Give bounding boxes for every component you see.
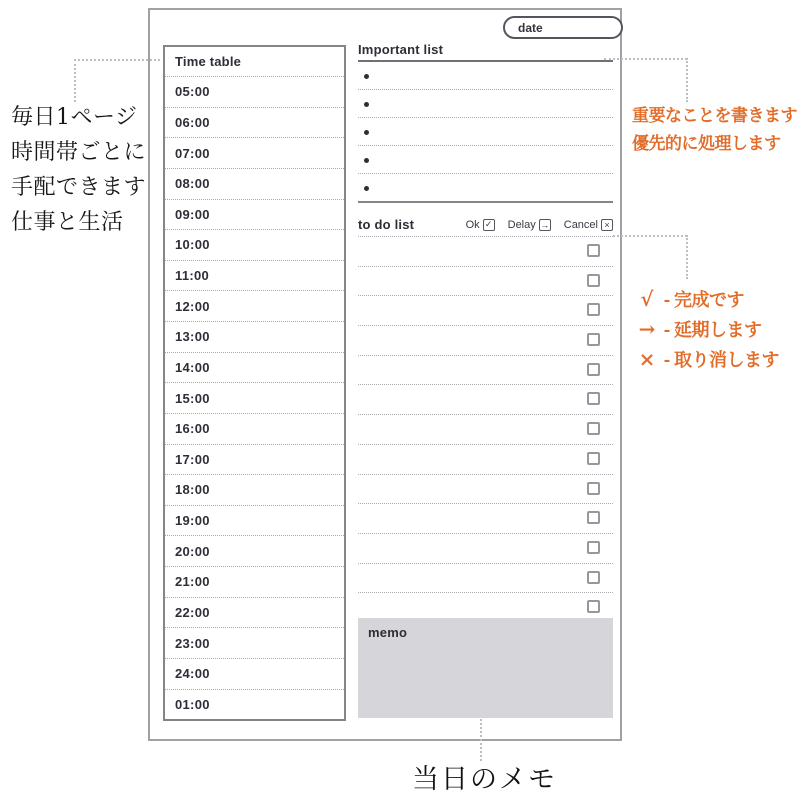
todo-row (358, 326, 613, 356)
important-list-row (358, 174, 613, 203)
timetable-slot: 08:00 (165, 168, 344, 199)
important-list-row (358, 62, 613, 90)
dash-separator: - (663, 319, 671, 339)
checkbox-icon (587, 274, 600, 287)
left-annotation-line: 毎日1ページ (11, 105, 138, 130)
todo-row (358, 385, 613, 415)
important-note-connector-vertical (686, 58, 688, 102)
todo-annotation-text: 延期します (674, 320, 762, 341)
timetable-slot: 17:00 (165, 444, 344, 475)
checkbox-icon (587, 511, 600, 524)
todo-row (358, 534, 613, 564)
arrow-symbol-icon: → (638, 317, 656, 341)
bullet-icon (364, 158, 369, 163)
timetable-slot: 07:00 (165, 137, 344, 168)
todo-row (358, 415, 613, 445)
todo-row (358, 445, 613, 475)
memo-note-connector-vertical (480, 719, 482, 761)
bullet-icon (364, 74, 369, 79)
timetable-slot: 14:00 (165, 352, 344, 383)
left-note-connector-vertical (74, 59, 76, 102)
todo-row (358, 237, 613, 267)
todo-annotation-item (634, 284, 800, 314)
todo-row (358, 504, 613, 534)
todo-list-title: to do list (358, 217, 415, 232)
todo-row (358, 267, 613, 297)
left-annotation-line: 時間帯ごとに (11, 140, 147, 165)
todo-annotation-text: 完成です (674, 290, 744, 311)
todo-note-connector-vertical (686, 235, 688, 279)
important-annotation-line: 優先的に処理します (632, 134, 781, 154)
important-list-row (358, 118, 613, 146)
important-list (358, 42, 613, 203)
cancel-symbol-icon: × (601, 219, 613, 231)
important-annotation (632, 102, 800, 158)
dash-separator: - (663, 289, 671, 309)
left-annotation-line: 仕事と生活 (11, 210, 124, 235)
left-annotation-line: 手配できます (11, 175, 147, 200)
timetable-slot: 09:00 (165, 199, 344, 230)
important-list-row (358, 146, 613, 174)
checkbox-icon (587, 452, 600, 465)
timetable-slot: 11:00 (165, 260, 344, 291)
bullet-icon (364, 186, 369, 191)
todo-status-annotation (634, 284, 800, 374)
memo-section (358, 618, 613, 718)
timetable-slot: 10:00 (165, 229, 344, 260)
memo-annotation: 当日のメモ (412, 764, 557, 795)
todo-legend-label: Delay (507, 218, 536, 231)
timetable-slot: 16:00 (165, 413, 344, 444)
important-note-connector-horizontal (604, 58, 687, 60)
checkbox-icon (587, 303, 600, 316)
timetable-slot: 24:00 (165, 658, 344, 689)
timetable-slot: 18:00 (165, 474, 344, 505)
todo-status-legend (466, 219, 613, 231)
bullet-icon (364, 102, 369, 107)
time-table (163, 45, 346, 721)
bullet-icon (364, 130, 369, 135)
checkbox-icon (587, 363, 600, 376)
timetable-slot: 13:00 (165, 321, 344, 352)
dash-separator: - (663, 349, 671, 369)
timetable-slot: 06:00 (165, 107, 344, 138)
timetable-slot: 22:00 (165, 597, 344, 628)
timetable-slot: 19:00 (165, 505, 344, 536)
todo-legend-item (466, 219, 495, 231)
date-field (503, 16, 623, 39)
todo-list-rows (358, 237, 613, 623)
cross-symbol-icon: × (638, 347, 656, 371)
important-annotation-line: 重要なことを書きます (632, 106, 797, 126)
check-symbol-icon: √ (640, 287, 654, 311)
ok-symbol-icon: ✓ (483, 219, 495, 231)
todo-legend-label: Ok (465, 218, 480, 231)
important-list-header: Important list (358, 42, 613, 62)
memo-header: memo (368, 625, 408, 640)
checkbox-icon (587, 333, 600, 346)
todo-list (358, 213, 613, 623)
left-note-connector-horizontal (74, 59, 160, 61)
timetable-slot: 01:00 (165, 689, 344, 720)
timetable-slot: 20:00 (165, 535, 344, 566)
checkbox-icon (587, 392, 600, 405)
timetable-slot: 15:00 (165, 382, 344, 413)
checkbox-icon (587, 244, 600, 257)
timetable-slot: 05:00 (165, 76, 344, 107)
important-list-rows (358, 62, 613, 203)
important-list-row (358, 90, 613, 118)
todo-legend-item (564, 219, 613, 231)
time-table-header: Time table (175, 54, 242, 69)
checkbox-icon (587, 571, 600, 584)
delay-symbol-icon: → (540, 219, 550, 230)
checkbox-icon (587, 482, 600, 495)
todo-note-connector-horizontal (613, 235, 687, 237)
todo-legend-label: Cancel (563, 218, 598, 231)
todo-row (358, 475, 613, 505)
todo-legend-item (508, 219, 551, 231)
todo-row (358, 564, 613, 594)
left-annotation (11, 100, 161, 240)
timetable-slot: 23:00 (165, 627, 344, 658)
todo-annotation-item (634, 314, 800, 344)
checkbox-icon (587, 541, 600, 554)
todo-list-header-row (358, 213, 613, 237)
todo-annotation-text: 取り消します (674, 350, 779, 371)
todo-row (358, 356, 613, 386)
timetable-slot: 12:00 (165, 290, 344, 321)
checkbox-icon (587, 422, 600, 435)
todo-row (358, 296, 613, 326)
timetable-slot: 21:00 (165, 566, 344, 597)
checkbox-icon (587, 600, 600, 613)
date-label: date (518, 20, 543, 35)
todo-annotation-item (634, 344, 800, 374)
